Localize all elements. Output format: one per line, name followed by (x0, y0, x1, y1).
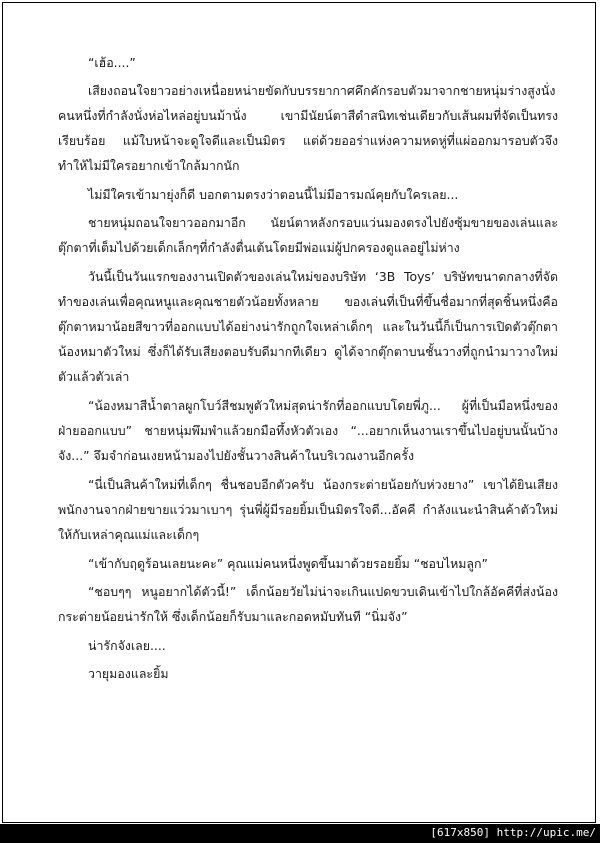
paragraph: “เข้ากับฤดูร้อนเลยนะคะ” คุณแม่คนหนึ่งพูดขึ้นมาด้วยรอยยิ้ม “ชอบไหมลูก” (88, 556, 488, 571)
paragraph: น่ารักจังเลย.... (88, 638, 166, 653)
paragraph: “ชอบๆๆ หนูอยากได้ตัวนี้!” เด็กน้อยวัยไม่น่าจะเกินแปดขวบเดินเข้าไปใกล้อัคคีที่ส่งน้องกระต่ายน้อยน่ารักให้ ซึ่งเด็กน้อยก็รับมาและกอดหมับทันที “นิ่มจัง” (58, 584, 558, 624)
paragraph: วันนี้เป็นวันแรกของงานเปิดตัวของเล่นใหม่ของบริษัท ‘3B Toys’ บริษัทขนาดกลางที่จัดทำของเล่นเพื่อคุณหนูและคุณชายตัวน้อยทั้งหลาย ของเล่นที่เป็นที่ขึ้นชื่อมากที่สุดชิ้นหนึ่งคือตุ๊กตาหมาน้อยสีขาวที่ออกแบบได้อย่างน่ารักถูกใจเหล่าเด็กๆ และในวันนี้ก็เป็นการเปิดตัวตุ๊กตาน้องหมาตัวใหม่ ซึ่งก็ได้รับเสียงตอบรับดีมากทีเดียว ดูได้จากตุ๊กตาบนชั้นวางที่ถูกนำมาวางใหม่ตัวแล้วตัวเล่า (58, 269, 558, 384)
watermark-text[interactable]: [617x850] http://upic.me/ (430, 826, 596, 839)
paragraph: “น้องหมาสีน้ำตาลผูกโบว์สีชมพูตัวใหม่สุดน่ารักที่ออกแบบโดยพี่ภู... ผู้ที่เป็นมือหนึ่งของฝ่ายออกแบบ” ชายหนุ่มพึมพำแล้วยกมือทึ้งหัวตัวเอง “...อยากเห็นงานเราขึ้นไปอยู่บนนั้นบ้างจัง...” จึมจำก่อนเงยหน้ามองไปยังชั้นวางสินค้าในบริเวณงานอีกครั้ง (58, 398, 558, 463)
paragraph: “นี่เป็นสินค้าใหม่ที่เด็กๆ ชื่นชอบอีกตัวครับ น้องกระต่ายน้อยกับห่วงยาง” เขาได้ยินเสียงพนักงานจากฝ่ายขายแว่วมาเบาๆ รุ่นพี่ผู้มีรอยยิ้มเป็นมิตรใจดี...อัคคี กำลังแนะนำสินค้าตัวใหม่ให้กับเหล่าคุณแม่และเด็กๆ (58, 477, 558, 542)
paragraph: “เฮ้อ....” (88, 55, 136, 70)
paragraph: เสียงถอนใจยาวอย่างเหนื่อยหน่ายขัดกับบรรยากาศคึกคักรอบตัวมาจากชายหนุ่มร่างสูงนั่งคนหนึ่งที่กำลังนั่งห่อไหล่อยู่บนม้านั่ง เขามีนัยน์ตาสีดำสนิทเช่นเดียวกับเส้นผมที่จัดเป็นทรงเรียบร้อย แม้ใบหน้าจะดูใจดีและเป็นมิตร แต่ด้วยออร่าแห่งความหดหู่ที่แผ่ออกมารอบตัวจึงทำให้ไม่มีใครอยากเข้าใกล้มากนัก (58, 83, 558, 173)
story-text (58, 50, 558, 689)
watermark-bar (0, 824, 600, 843)
paragraph: ชายหนุ่มถอนใจยาวออกมาอีก นัยน์ตาหลังกรอบแว่นมองตรงไปยังซุ้มขายของเล่นและตุ๊กตาที่เต็มไปด้วยเด็กเล็กๆที่กำลังตื่นเต้นโดยมีพ่อแม่ผู้ปกครองดูแลอยู่ไม่ห่าง (58, 215, 558, 255)
paragraph: วายุมองและยิ้ม (88, 666, 169, 681)
paragraph: ไม่มีใครเข้ามายุ่งก็ดี บอกตามตรงว่าตอนนี้ไม่มีอารมณ์คุยกับใครเลย... (88, 187, 459, 202)
